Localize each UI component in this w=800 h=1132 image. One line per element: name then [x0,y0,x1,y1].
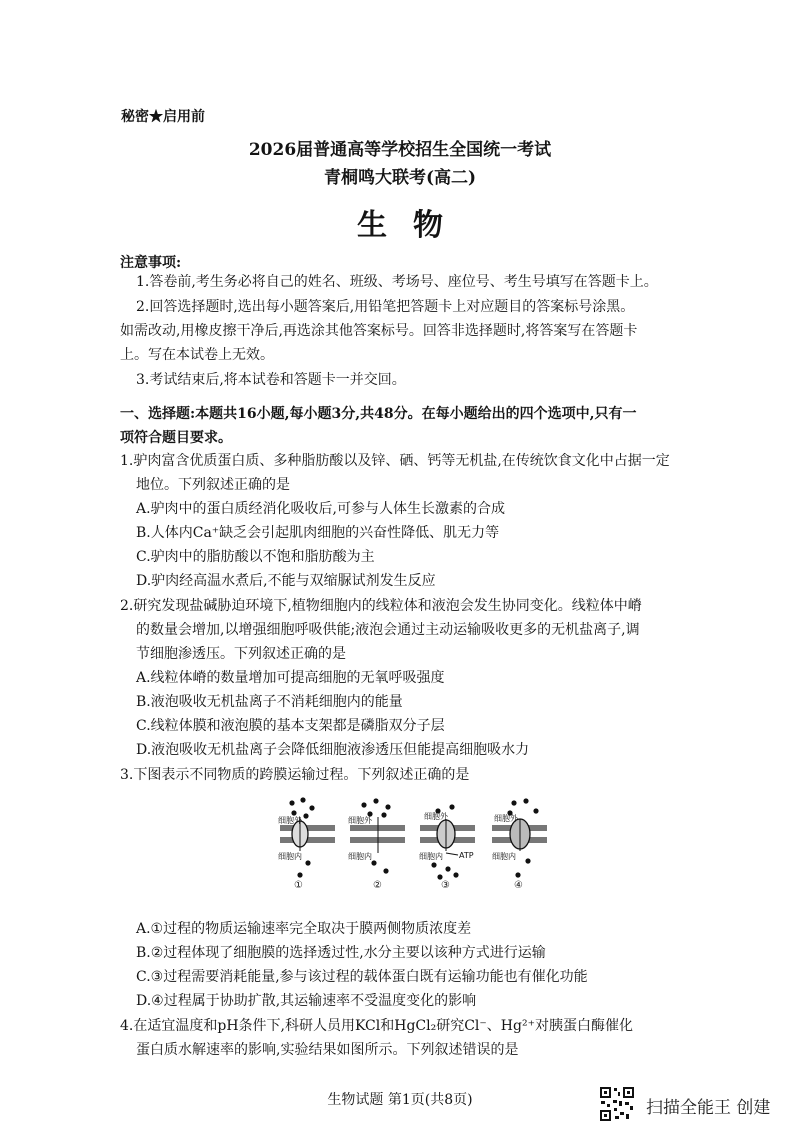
molecule-dot [305,860,310,865]
molecule-dot [309,805,314,810]
panel-number: ② [373,880,382,890]
molecule-dot [371,860,376,865]
scanner-watermark: 扫描全能王 创建 [646,1098,771,1118]
molecule-dot [291,810,296,815]
exam-title: 2026届普通高等学校招生全国统一考试 [248,140,552,160]
question-3-option-d: D.④过程属于协助扩散,其运输速率不受温度变化的影响 [136,993,477,1009]
question-2-option-c: C.线粒体膜和液泡膜的基本支架都是磷脂双分子层 [136,718,445,734]
atp-arrow [446,853,458,855]
molecule-dot [303,813,308,818]
notice-item-3: 3.考试结束后,将本试卷和答题卡一并交回。 [136,372,406,388]
molecule-dot [373,798,378,803]
membrane-transport-figure [270,795,560,890]
molecule-dot [297,872,302,877]
question-1-stem-line-1: 1.驴肉富含优质蛋白质、多种脂肪酸以及锌、硒、钙等无机盐,在传统饮食文化中占据一定 [120,453,670,469]
molecule-dot [533,808,538,813]
molecule-dot [381,812,386,817]
outside-label: 细胞外 [424,812,448,821]
inside-label: 细胞内 [419,852,443,861]
notice-heading: 注意事项: [120,255,182,271]
molecule-dot [361,802,366,807]
molecule-dot [383,868,388,873]
molecule-dot [453,872,458,877]
question-2-option-a: A.线粒体嵴的数量增加可提高细胞的无氧呼吸强度 [136,670,445,686]
question-4-stem-line-1: 4.在适宜温度和pH条件下,科研人员用KCl和HgCl₂研究Cl⁻、Hg²⁺对胰蛋白酶催化 [120,1018,633,1034]
notice-item-2-line-3: 上。写在本试卷上无效。 [120,347,274,363]
notice-item-2-line-1: 2.回答选择题时,选出每小题答案后,用铅笔把答题卡上对应题目的答案标号涂黑。 [136,299,635,315]
notice-item-2-line-2: 如需改动,用橡皮擦干净后,再选涂其他答案标号。回答非选择题时,将答案写在答题卡 [120,323,638,339]
molecule-dot [515,872,520,877]
panel-number: ④ [514,880,523,890]
outside-label: 细胞外 [348,816,372,825]
molecule-dot [300,797,305,802]
molecule-dot [511,800,516,805]
subject-title: 生物 [357,208,469,243]
inside-label: 细胞内 [492,852,516,861]
question-3-option-b: B.②过程体现了细胞膜的选择透过性,水分主要以该种方式进行运输 [136,945,546,961]
inside-label: 细胞内 [348,852,372,861]
panel-number: ③ [441,880,450,890]
page-footer: 生物试题 第1页(共8页) [327,1092,473,1108]
question-2-stem-line-2: 的数量会增加,以增强细胞呼吸供能;液泡会通过主动运输吸收更多的无机盐离子,调 [136,622,640,638]
molecule-dot [431,862,436,867]
question-1-option-a: A.驴肉中的蛋白质经消化吸收后,可参与人体生长激素的合成 [136,501,506,517]
transport-panel-2 [348,798,405,890]
molecule-dot [445,866,450,871]
atp-label: ATP [459,851,474,860]
molecule-dot [523,798,528,803]
question-1-option-d: D.驴肉经高温水煮后,不能与双缩脲试剂发生反应 [136,573,436,589]
notice-item-1: 1.答卷前,考生务必将自己的姓名、班级、考场号、座位号、考生号填写在答题卡上。 [136,274,658,290]
question-3-option-a: A.①过程的物质运输速率完全取决于膜两侧物质浓度差 [136,921,472,937]
question-2-option-d: D.液泡吸收无机盐离子会降低细胞液渗透压但能提高细胞吸水力 [136,742,530,758]
question-1-option-c: C.驴肉中的脂肪酸以不饱和脂肪酸为主 [136,549,375,565]
question-2-stem-line-1: 2.研究发现盐碱胁迫环境下,植物细胞内的线粒体和液泡会发生协同变化。线粒体中嵴 [120,598,642,614]
molecule-dot [449,804,454,809]
molecule-dot [385,804,390,809]
qr-code-icon [599,1086,635,1122]
panel-number: ① [294,880,303,890]
exam-subtitle: 青桐鸣大联考(高二) [323,168,477,188]
section-heading-line-2: 项符合题目要求。 [120,430,232,446]
molecule-dot [437,874,442,879]
molecule-dot [289,800,294,805]
outside-label: 细胞外 [278,816,302,825]
transport-panel-1 [278,797,335,890]
transport-panel-4 [492,798,547,890]
confidential-label: 秘密★启用前 [121,109,205,125]
question-1-stem-line-2: 地位。下列叙述正确的是 [136,477,290,493]
question-2-option-b: B.液泡吸收无机盐离子不消耗细胞内的能量 [136,694,403,710]
question-3-stem: 3.下图表示不同物质的跨膜运输过程。下列叙述正确的是 [120,767,470,783]
outside-label: 细胞外 [494,814,518,823]
question-1-option-b: B.人体内Ca⁺缺乏会引起肌肉细胞的兴奋性降低、肌无力等 [136,525,500,541]
question-4-stem-line-2: 蛋白质水解速率的影响,实验结果如图所示。下列叙述错误的是 [136,1042,519,1058]
inside-label: 细胞内 [278,852,302,861]
question-2-stem-line-3: 节细胞渗透压。下列叙述正确的是 [136,646,346,662]
transport-panel-3 [419,804,475,890]
section-heading-line-1: 一、选择题:本题共16小题,每小题3分,共48分。在每小题给出的四个选项中,只有一 [120,406,637,422]
question-3-option-c: C.③过程需要消耗能量,参与该过程的载体蛋白既有运输功能也有催化功能 [136,969,588,985]
molecule-dot [525,858,530,863]
